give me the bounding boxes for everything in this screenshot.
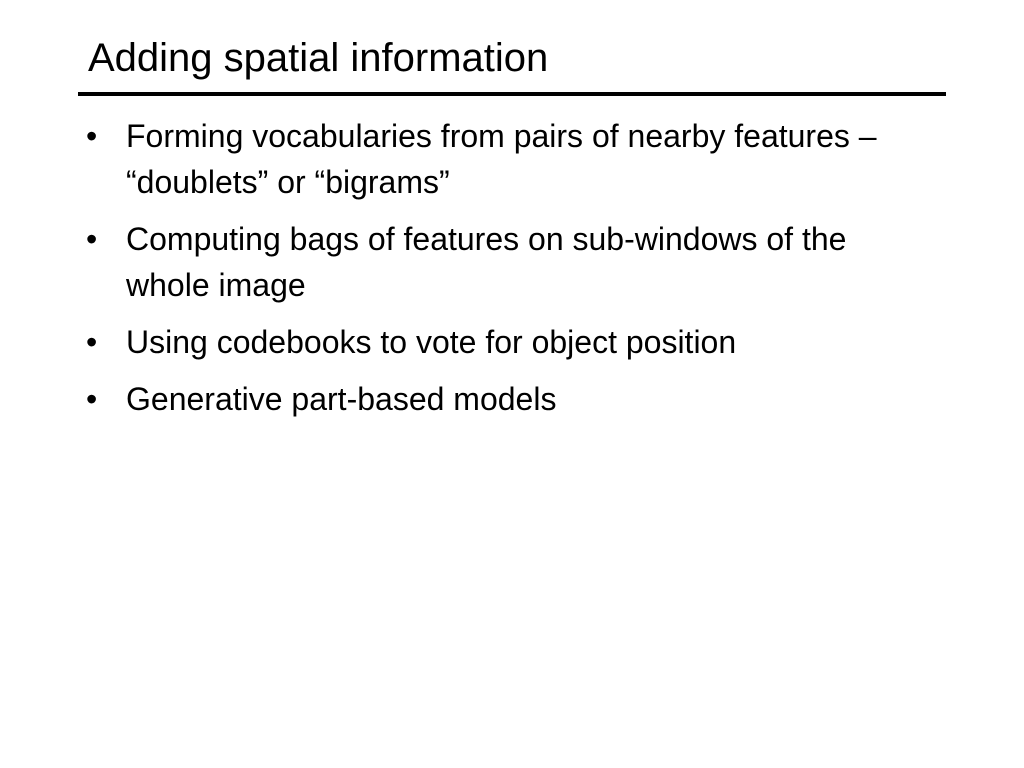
- bullet-text: Generative part-based models: [126, 381, 557, 417]
- bullet-item: [86, 319, 936, 365]
- bullet-text: Computing bags of features on sub-windows of the whole image: [126, 221, 847, 303]
- bullet-item: [86, 113, 936, 205]
- bullet-list: [86, 113, 936, 433]
- bullet-text: Forming vocabularies from pairs of nearby features – “doublets” or “bigrams”: [126, 118, 877, 200]
- title-underline: [78, 92, 946, 96]
- bullet-marker: •: [86, 221, 98, 257]
- bullet-marker: •: [86, 324, 98, 360]
- bullet-item: [86, 216, 936, 308]
- bullet-marker: •: [86, 381, 98, 417]
- bullet-item: [86, 376, 936, 422]
- slide-title: Adding spatial information: [88, 36, 549, 80]
- bullet-marker: •: [86, 118, 98, 154]
- bullet-text: Using codebooks to vote for object position: [126, 324, 737, 360]
